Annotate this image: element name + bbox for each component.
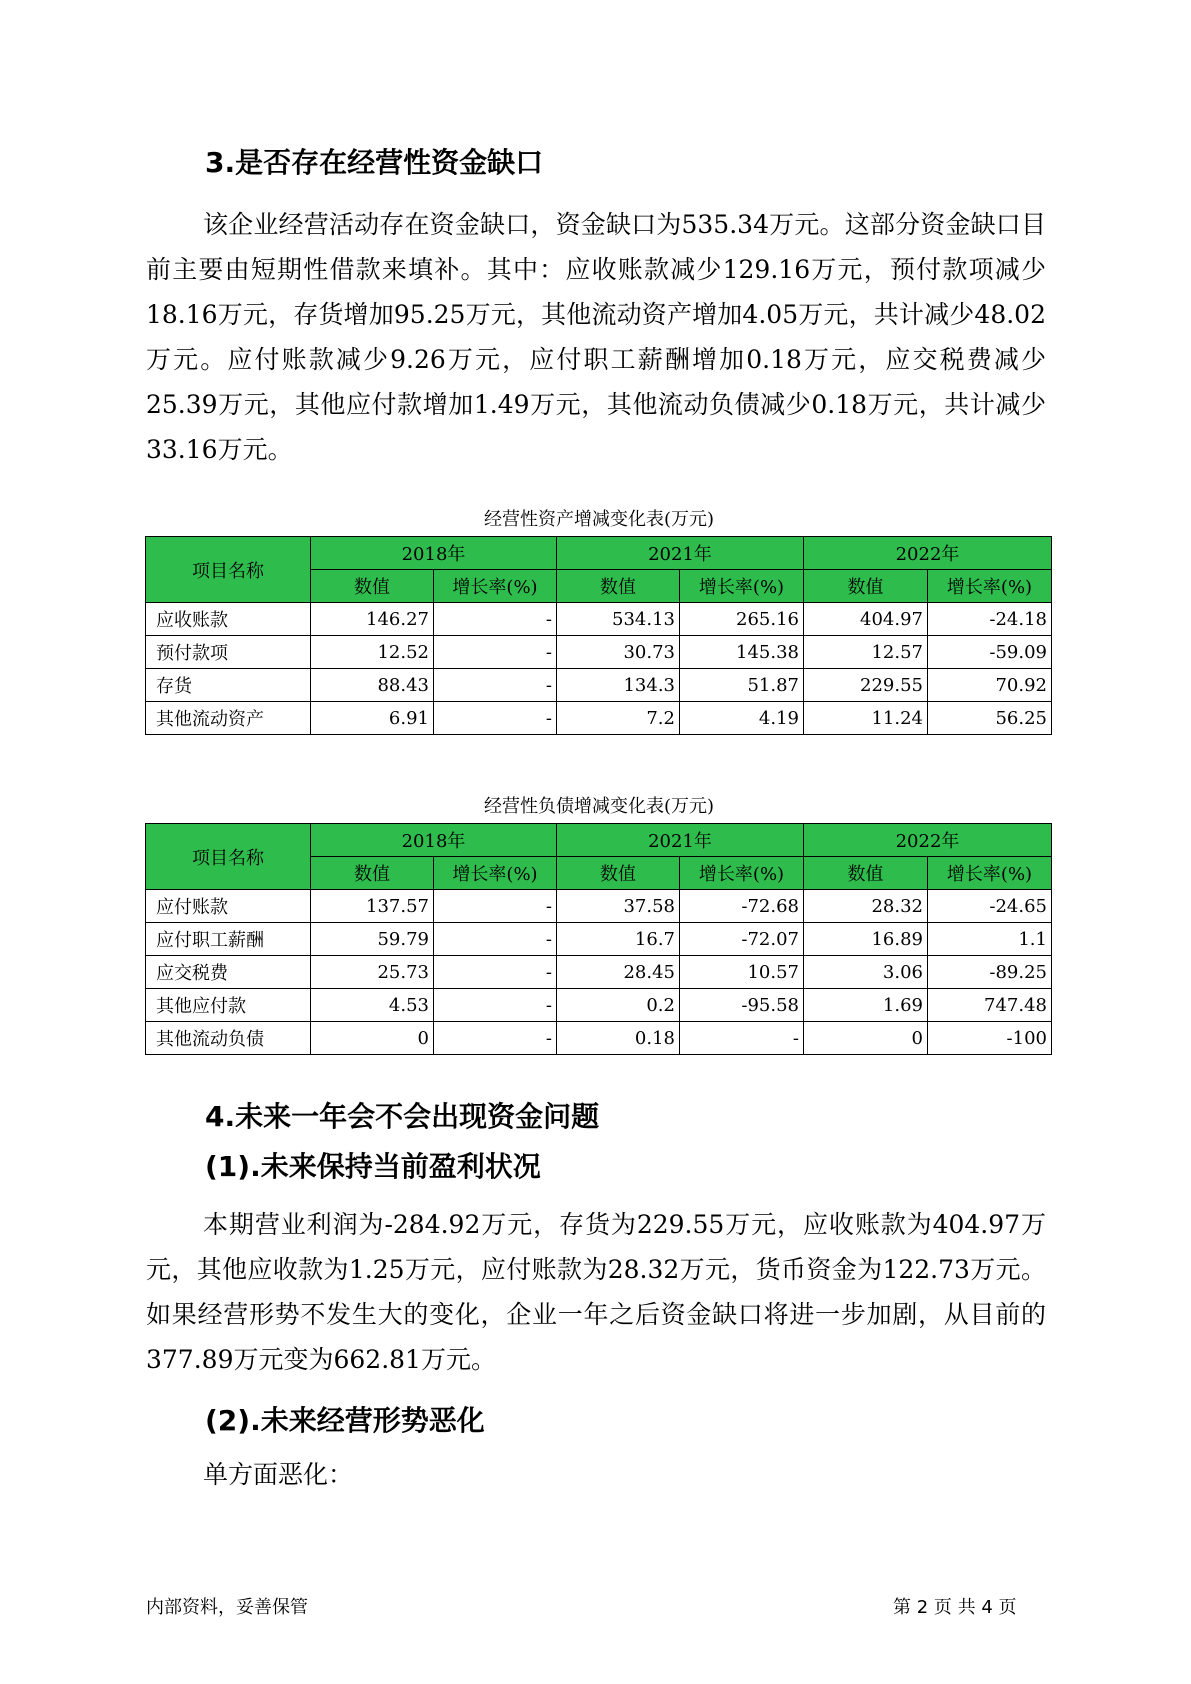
cell: 0.18	[557, 1022, 680, 1055]
table-row	[146, 1022, 1052, 1055]
cell: -24.65	[928, 890, 1052, 923]
cell: 229.55	[804, 669, 928, 702]
cell: 25.73	[311, 956, 434, 989]
cell: 265.16	[680, 603, 804, 636]
row-label: 存货	[146, 669, 311, 702]
cell: 30.73	[557, 636, 680, 669]
cell: -	[434, 603, 557, 636]
header-year: 2021年	[557, 537, 804, 570]
cell: -72.07	[680, 923, 804, 956]
cell: 137.57	[311, 890, 434, 923]
asset-table-caption: 经营性资产增减变化表(万元)	[483, 509, 715, 530]
cell: 134.3	[557, 669, 680, 702]
cell: -72.68	[680, 890, 804, 923]
section-3-heading: 3.是否存在经营性资金缺口	[205, 146, 544, 179]
cell: -	[434, 956, 557, 989]
cell: 6.91	[311, 702, 434, 735]
header-value: 数值	[557, 570, 680, 603]
header-item-name: 项目名称	[146, 537, 311, 603]
footer-confidential-note: 内部资料，妥善保管	[146, 1597, 308, 1618]
cell: -	[434, 923, 557, 956]
cell: 534.13	[557, 603, 680, 636]
cell: 0	[311, 1022, 434, 1055]
table-row	[146, 923, 1052, 956]
asset-change-table	[145, 536, 1052, 735]
cell: 56.25	[928, 702, 1052, 735]
table-row	[146, 890, 1052, 923]
cell: -	[434, 989, 557, 1022]
cell: -	[434, 636, 557, 669]
subsection-2-paragraph: 单方面恶化：	[203, 1460, 354, 1489]
header-value: 数值	[804, 570, 928, 603]
row-label: 预付款项	[146, 636, 311, 669]
header-growth-rate: 增长率(%)	[680, 570, 804, 603]
cell: 10.57	[680, 956, 804, 989]
header-year: 2022年	[804, 537, 1052, 570]
cell: 28.32	[804, 890, 928, 923]
row-label: 其他流动负债	[146, 1022, 311, 1055]
footer-page-number: 第 2 页 共 4 页	[893, 1597, 1017, 1618]
table-row	[146, 603, 1052, 636]
cell: -	[434, 669, 557, 702]
cell: 4.19	[680, 702, 804, 735]
header-year: 2021年	[557, 824, 804, 857]
subsection-1-paragraph: 本期营业利润为-284.92万元，存货为229.55万元，应收账款为404.97万元，其他应收款为1.25万元，应付账款为28.32万元，货币资金为122.73万元。如果经营形势不发生大的变化，企业一年之后资金缺口将进一步加剧，从目前的377.89万元变为662.81万元。	[146, 1210, 1046, 1374]
cell: 16.89	[804, 923, 928, 956]
header-year: 2018年	[311, 537, 557, 570]
cell: 51.87	[680, 669, 804, 702]
cell: 70.92	[928, 669, 1052, 702]
header-value: 数值	[311, 570, 434, 603]
cell: 12.57	[804, 636, 928, 669]
header-growth-rate: 增长率(%)	[928, 570, 1052, 603]
section-3-paragraph: 该企业经营活动存在资金缺口，资金缺口为535.34万元。这部分资金缺口目前主要由短期性借款来填补。其中：应收账款减少129.16万元，预付款项减少18.16万元，存货增加95.25万元，其他流动资产增加4.05万元，共计减少48.02万元。应付账款减少9.26万元，应付职工薪酬增加0.18万元，应交税费减少25.39万元，其他应付款增加1.49万元，其他流动负债减少0.18万元，共计减少33.16万元。	[146, 210, 1046, 464]
row-label: 应收账款	[146, 603, 311, 636]
cell: 16.7	[557, 923, 680, 956]
cell: -59.09	[928, 636, 1052, 669]
row-label: 其他流动资产	[146, 702, 311, 735]
header-value: 数值	[557, 857, 680, 890]
cell: -	[434, 1022, 557, 1055]
table-row	[146, 989, 1052, 1022]
table-row	[146, 669, 1052, 702]
header-growth-rate: 增长率(%)	[434, 570, 557, 603]
cell: 1.1	[928, 923, 1052, 956]
table-row	[146, 956, 1052, 989]
row-label: 其他应付款	[146, 989, 311, 1022]
cell: -100	[928, 1022, 1052, 1055]
cell: 28.45	[557, 956, 680, 989]
subsection-1-heading: (1).未来保持当前盈利状况	[205, 1150, 541, 1183]
header-year: 2018年	[311, 824, 557, 857]
cell: -	[434, 702, 557, 735]
cell: 4.53	[311, 989, 434, 1022]
cell: -	[434, 890, 557, 923]
cell: 404.97	[804, 603, 928, 636]
liability-change-table	[145, 823, 1052, 1055]
cell: 11.24	[804, 702, 928, 735]
header-item-name: 项目名称	[146, 824, 311, 890]
cell: -95.58	[680, 989, 804, 1022]
cell: 3.06	[804, 956, 928, 989]
cell: 88.43	[311, 669, 434, 702]
table-row	[146, 702, 1052, 735]
subsection-2-heading: (2).未来经营形势恶化	[205, 1404, 485, 1437]
header-growth-rate: 增长率(%)	[928, 857, 1052, 890]
header-value: 数值	[311, 857, 434, 890]
cell: -	[680, 1022, 804, 1055]
cell: 7.2	[557, 702, 680, 735]
cell: -89.25	[928, 956, 1052, 989]
cell: 145.38	[680, 636, 804, 669]
header-growth-rate: 增长率(%)	[434, 857, 557, 890]
cell: 0	[804, 1022, 928, 1055]
liability-table-caption: 经营性负债增减变化表(万元)	[483, 796, 715, 817]
section-4-heading: 4.未来一年会不会出现资金问题	[205, 1100, 600, 1133]
header-growth-rate: 增长率(%)	[680, 857, 804, 890]
cell: 1.69	[804, 989, 928, 1022]
cell: 0.2	[557, 989, 680, 1022]
table-row	[146, 636, 1052, 669]
cell: 747.48	[928, 989, 1052, 1022]
cell: 146.27	[311, 603, 434, 636]
row-label: 应付职工薪酬	[146, 923, 311, 956]
cell: 59.79	[311, 923, 434, 956]
cell: 37.58	[557, 890, 680, 923]
header-value: 数值	[804, 857, 928, 890]
cell: 12.52	[311, 636, 434, 669]
cell: -24.18	[928, 603, 1052, 636]
header-year: 2022年	[804, 824, 1052, 857]
row-label: 应付账款	[146, 890, 311, 923]
row-label: 应交税费	[146, 956, 311, 989]
